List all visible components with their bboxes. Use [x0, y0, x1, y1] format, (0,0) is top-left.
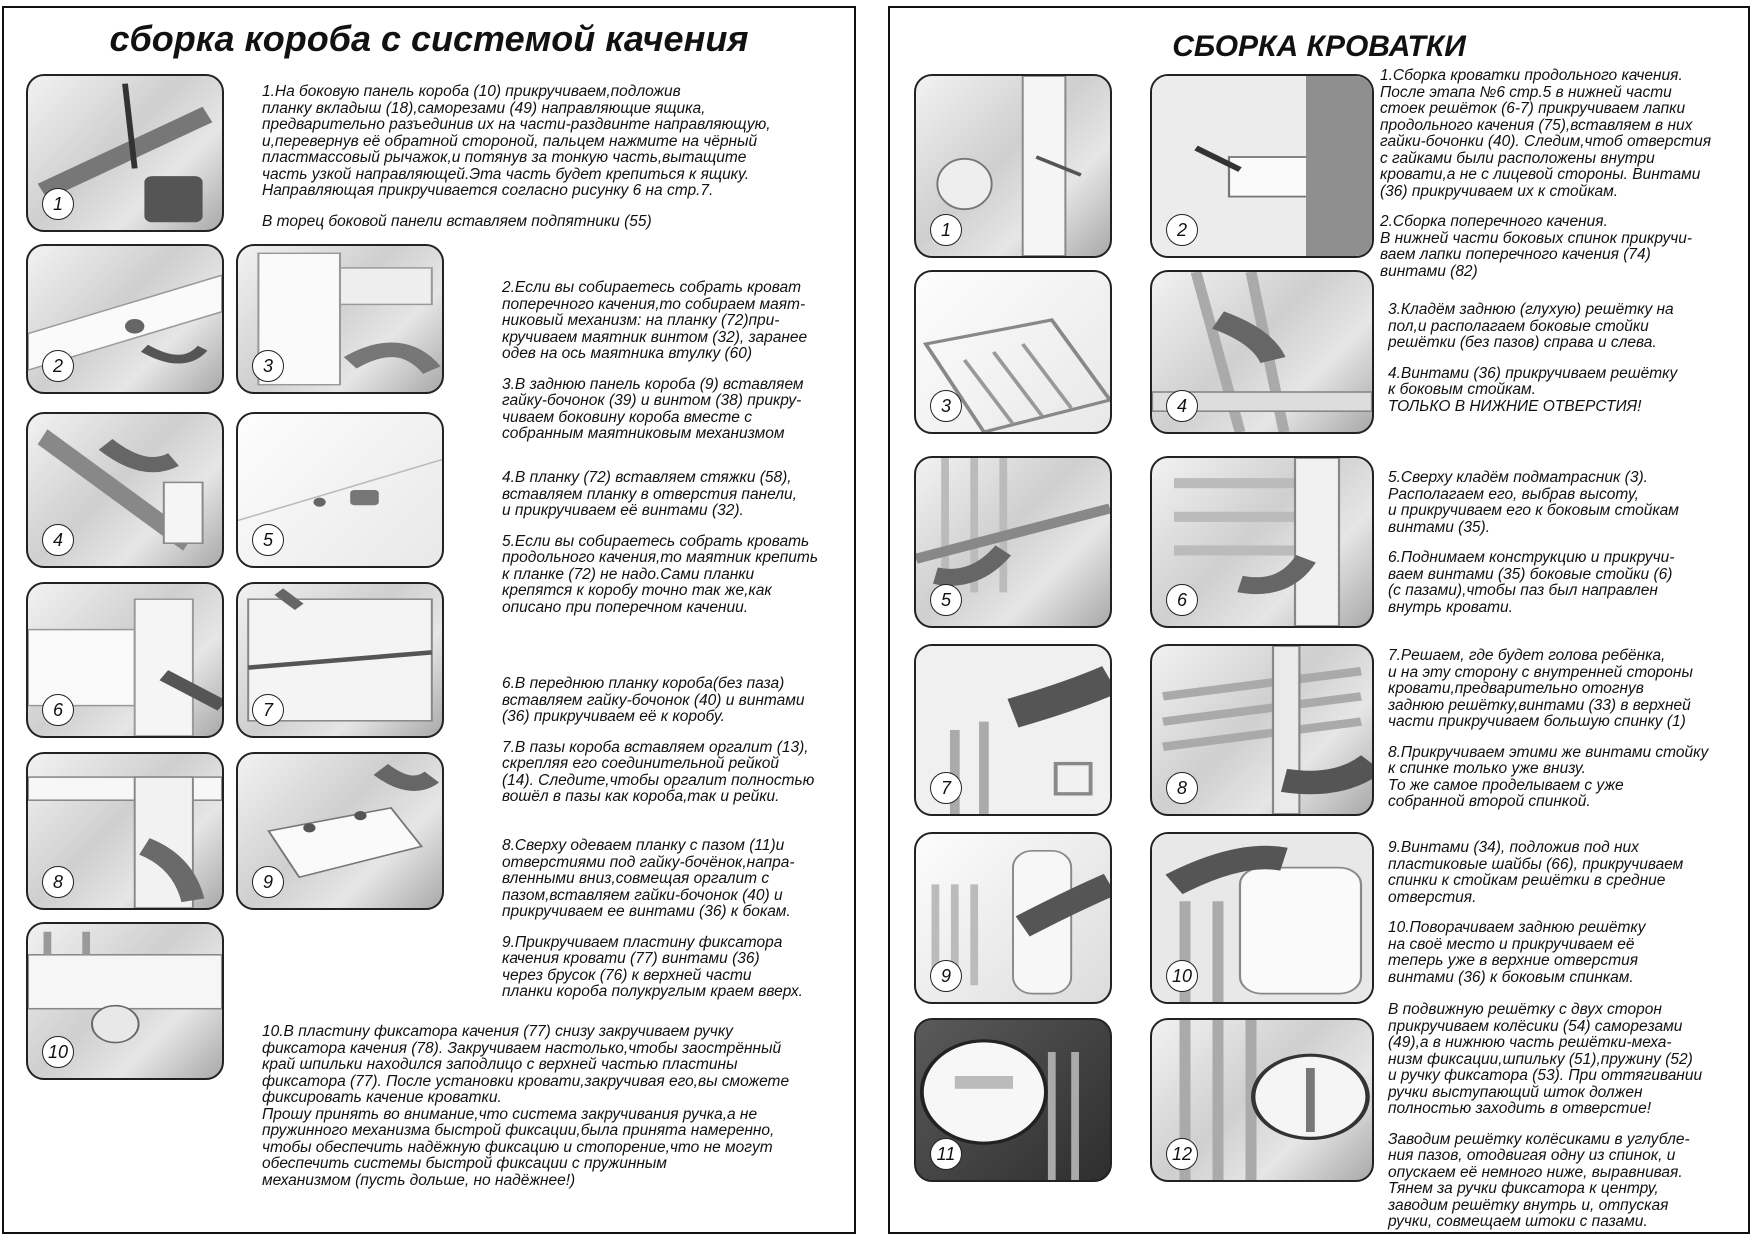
step-photo	[236, 244, 444, 394]
step-number: 5	[252, 524, 284, 556]
step-photo	[914, 644, 1112, 816]
instruction-block	[1388, 648, 1750, 825]
instruction-text: 7.В пазы короба вставляем оргалит (13), скрепляя его соединительной рейкой (14). Следите,чтобы оргалит полностью вошёл в пазы как короба,так и рейки.	[502, 738, 815, 805]
instruction-text: 1.На боковую панель короба (10) прикручиваем,подложив планку вкладыш (18),саморезами (49) направляющие ящика, предварительно разъединив их на части-раздвинте направляющую, и,перевернув её обратной стороной, пальцем нажмите на чёрный пластмассовый рычажок,и потянув за тонкую часть,вытащите часть узкой направляющей.Эта часть будет крепиться к ящику. Направляющая прикручивается согласно рисунку 6 на стр.7.	[262, 83, 771, 199]
instruction-text: 10.Поворачиваем заднюю решётку на своё место и прикручиваем её теперь уже в верхние отверстия винтами (36) к боковым спинкам.	[1388, 919, 1646, 986]
step-photo	[26, 74, 224, 232]
step-photo	[1150, 270, 1374, 434]
step-number: 10	[42, 1036, 74, 1068]
step-number: 4	[1166, 390, 1198, 422]
instruction-block	[502, 676, 854, 820]
instruction-text: 6.Поднимаем конструкцию и прикручи- ваем винтами (35) боковые стойки (6) (с пазами),чтобы паз был направлен внутрь кровати.	[1388, 549, 1675, 616]
step-number: 9	[930, 960, 962, 992]
step-number: 4	[42, 524, 74, 556]
step-photo	[26, 582, 224, 738]
instruction-text: 4.Винтами (36) прикручиваем решётку к боковым стойкам. ТОЛЬКО В НИЖНИЕ ОТВЕРСТИЯ!	[1388, 364, 1678, 415]
step-photo	[914, 456, 1112, 628]
step-number: 12	[1166, 1138, 1198, 1170]
step-photo	[914, 832, 1112, 1004]
instruction-text: 3.В заднюю панель короба (9) вставляем гайку-бочонок (39) и винтом (38) прикру- чиваем боковину короба вместе с собранным маятниковым механизмом	[502, 375, 804, 442]
right-page-title: СБОРКА КРОВАТКИ	[1172, 30, 1466, 63]
instruction-block	[1388, 840, 1750, 1000]
step-photo	[26, 412, 224, 568]
step-photo	[1150, 644, 1374, 816]
step-photo	[236, 582, 444, 738]
step-photo	[1150, 74, 1374, 258]
step-number: 11	[930, 1138, 962, 1170]
step-photo	[26, 922, 224, 1080]
instruction-text: 9.Прикручиваем пластину фиксатора качения кровати (77) винтами (36) через брусок (76) к верхней части планки короба полукруглым краем вверх.	[502, 933, 803, 1000]
step-photo	[914, 74, 1112, 258]
step-number: 1	[42, 188, 74, 220]
step-photo	[1150, 832, 1374, 1004]
step-photo	[914, 1018, 1112, 1182]
instruction-text: 1.Сборка кроватки продольного качения. После этапа №6 стр.5 в нижней части стоек решёток (6-7) прикручиваем лапки продольного качения (75),вставляем в них гайки-бочонки (40). Следим,чтоб отверстия с гайками были расположены внутри кровати,а не с лицевой стороны. Винтами (36) прикручиваем их к стойкам.	[1380, 67, 1712, 200]
step-photo	[26, 244, 224, 394]
step-photo	[236, 412, 444, 568]
step-number: 3	[252, 350, 284, 382]
instruction-block	[502, 470, 854, 630]
instruction-text: 5.Если вы собираетесь собрать кровать продольного качения,то маятник крепить к планке (72) не надо.Сами планки крепятся к коробу точно так же,как описано при поперечном качении.	[502, 532, 818, 616]
instruction-text: В подвижную решётку с двух сторон прикручиваем колёсики (54) саморезами (49),а в нижнюю часть решётки-меха- низм фиксации,шпильку (51),пружину (52) и ручку фиксатора (53). При оттягивании ручки выступающий шток должен полностью заходить в отверстие!	[1388, 1001, 1703, 1117]
step-number: 9	[252, 866, 284, 898]
step-photo	[1150, 456, 1374, 628]
instruction-text: 2.Сборка поперечного качения. В нижней части боковых спинок прикручи- ваем лапки поперечного качения (74) винтами (82)	[1380, 213, 1693, 280]
instruction-block	[502, 280, 854, 457]
step-photo	[914, 270, 1112, 434]
instruction-text: 2.Если вы собираетесь собрать кроват поперечного качения,то собираем маят- никовый механизм: на планку (72)при- кручиваем маятник винтом (32), заранее одев на ось маятника втулку (60)	[502, 279, 808, 362]
step-number: 8	[42, 866, 74, 898]
instruction-text: 5.Сверху кладём подматрасник (3). Располагаем его, выбрав высоту, и прикручиваем его к боковым стойкам винтами (35).	[1388, 469, 1679, 536]
instruction-block	[262, 84, 852, 244]
step-number: 8	[1166, 772, 1198, 804]
step-number: 6	[1166, 584, 1198, 616]
instruction-block	[262, 1024, 856, 1189]
instruction-text: 4.В планку (72) вставляем стяжки (58), вставляем планку в отверстия панели, и прикручиваем её винтами (32).	[502, 469, 797, 519]
step-number: 3	[930, 390, 962, 422]
instruction-text: 9.Винтами (34), подложив под них пластиковые шайбы (66), прикручиваем спинки к стойкам решётки в средние отверстия.	[1388, 839, 1684, 906]
instruction-block	[1388, 470, 1750, 630]
step-photo	[236, 752, 444, 910]
step-number: 7	[252, 694, 284, 726]
instruction-text: 6.В переднюю планку короба(без паза) вставляем гайку-бочонок (40) и винтами (36) прикручиваем её к коробу.	[502, 675, 805, 725]
step-number: 2	[42, 350, 74, 382]
step-number: 6	[42, 694, 74, 726]
instruction-text: 3.Кладём заднюю (глухую) решётку на пол,и располагаем боковые стойки решётки (без пазов) справа и слева.	[1388, 301, 1674, 351]
step-photo	[26, 752, 224, 910]
instruction-text: В торец боковой панели вставляем подпятники (55)	[262, 212, 652, 230]
step-number: 7	[930, 772, 962, 804]
step-photo	[1150, 1018, 1374, 1182]
instruction-text: 10.В пластину фиксатора качения (77) снизу закручиваем ручку фиксатора качения (78). Закручиваем настолько,чтобы заострённый край шпильки находился заподлицо с верхней частью пластины фиксатора (77). После установки кровати,закручивая его,вы сможете фиксировать качение кроватки. Прошу принять во внимание,что система закручивания ручка,а не пружинного механизма быстрой фиксации,была принята намеренно, чтобы обеспечить надёжную фиксацию и стопорение,что не могут обеспечить системы быстрой фиксации с пружинным механизмом (пусть дольше, но надёжнее!)	[262, 1023, 790, 1189]
right-page	[888, 6, 1750, 1234]
step-number: 5	[930, 584, 962, 616]
instruction-block	[1388, 302, 1750, 429]
instruction-block	[1380, 68, 1748, 294]
step-number: 1	[930, 214, 962, 246]
left-page-title: сборка короба с системой качения	[109, 18, 749, 59]
step-number: 10	[1166, 960, 1198, 992]
step-number: 2	[1166, 214, 1198, 246]
instruction-text: 7.Решаем, где будет голова ребёнка, и на эту сторону с внутренней стороны кровати,предварительно отогнув заднюю решётку,винтами (33) в верхней части прикручиваем большую спинку (1)	[1388, 647, 1693, 730]
instruction-block	[1388, 1002, 1750, 1231]
instruction-text: 8.Сверху одеваем планку с пазом (11)и отверстиями под гайку-бочёнок,напра- вленными вниз,совмещая оргалит с пазом,вставляем гайки-бочонок (40) и прикручиваем ее винтами (36) к бокам.	[502, 837, 795, 920]
instruction-text: 8.Прикручиваем этими же винтами стойку к спинке только уже внизу. То же самое проделываем с уже собранной второй спинкой.	[1388, 743, 1709, 810]
left-page	[2, 6, 856, 1234]
instruction-block	[502, 838, 854, 1015]
instruction-text: Заводим решётку колёсиками в углубле- ния пазов, отодвигая одну из спинок, и опускаем её немного ниже, выравнивая. Тянем за ручки фиксатора к центру, заводим решётку внутрь и, отпуская ручки, совмещаем штоки с пазами.	[1388, 1130, 1690, 1230]
